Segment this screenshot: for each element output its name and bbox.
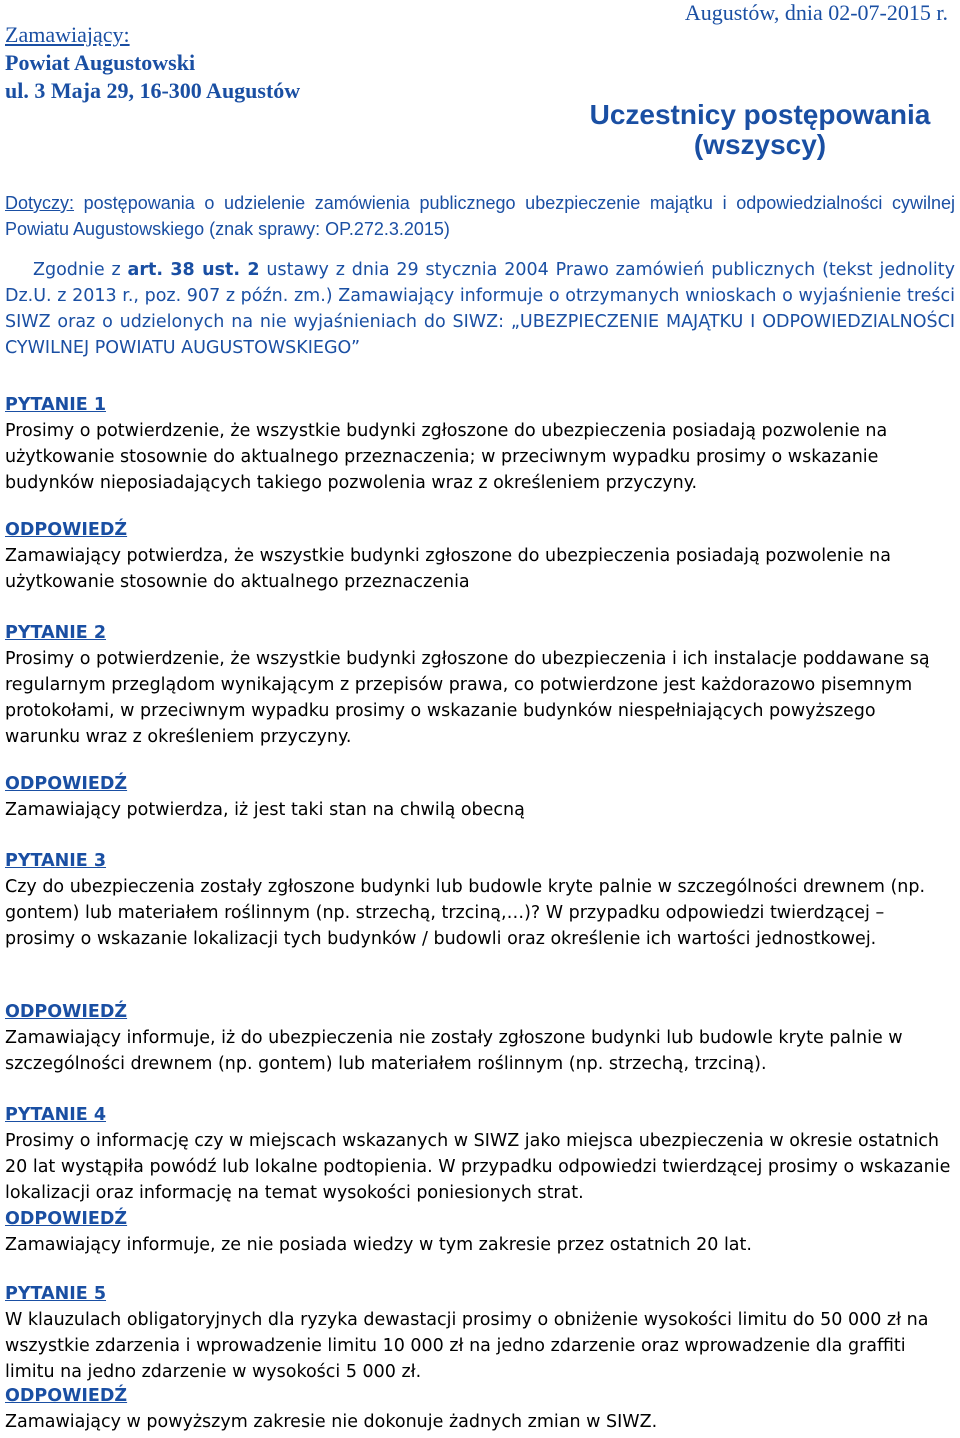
concerns-text: postępowania o udzielenie zamówienia publicznego ubezpieczenie majątku i odpowiedzialności cywilnej Powiatu Augustowskiego (znak sprawy: OP.272.3.2015) xyxy=(5,193,955,239)
answer-text: Zamawiający informuje, iż do ubezpieczenia nie zostały zgłoszone budynki lub budowle kryte palnie w szczególności drewnem (np. gontem) lub materiałem roślinnym (np. strzechą, trzciną). xyxy=(5,1028,903,1074)
ordering-party-address: ul. 3 Maja 29, 16-300 Augustów xyxy=(5,78,301,103)
answer-text: Zamawiający informuje, ze nie posiada wiedzy w tym zakresie przez ostatnich 20 lat. xyxy=(5,1235,752,1255)
question-label: PYTANIE 5 xyxy=(5,1284,107,1304)
answer-block-5 xyxy=(5,1383,955,1435)
question-text: Prosimy o potwierdzenie, że wszystkie budynki zgłoszone do ubezpieczenia i ich instalacje poddawane są regularnym przeglądom wynikającym z przepisów prawa, co potwierdzone jest każdorazowo pisemnym protokołami, w przeciwnym wypadku prosimy o wskazanie budynków niespełniających powyższego warunku wraz z określeniem przyczyny. xyxy=(5,649,930,747)
legal-text-2: ustawy z dnia 29 stycznia 2004 Prawo zamówień publicznych (tekst jednolity Dz.U. z 2013 r., poz. 907 z późn. zm.) Zamawiający informuje o otrzymanych wnioskach o wyjaśnienie treści SIWZ oraz o udzielonych na nie wyjaśnieniach do SIWZ: „UBEZPIECZENIE MAJĄTKU I ODPOWIEDZIALNOŚCI CYWILNEJ POWIATU AUGUSTOWSKIEGO” xyxy=(5,260,955,358)
question-block-5 xyxy=(5,1281,955,1385)
question-block-3 xyxy=(5,848,955,952)
question-text: W klauzulach obligatoryjnych dla ryzyka dewastacji prosimy o obniżenie wysokości limitu do 50 000 zł na wszystkie zdarzenia i wprowadzenie limitu 10 000 zł na jedno zdarzenie oraz wprowadzenie dla graffiti limitu na jedno zdarzenie w wysokości 5 000 zł. xyxy=(5,1310,929,1382)
answer-text: Zamawiający potwierdza, iż jest taki stan na chwilą obecną xyxy=(5,800,525,820)
question-label: PYTANIE 4 xyxy=(5,1105,107,1125)
question-block-1 xyxy=(5,392,955,496)
question-block-2 xyxy=(5,620,955,750)
answer-label: ODPOWIEDŹ xyxy=(5,774,128,794)
answer-text: Zamawiający w powyższym zakresie nie dokonuje żadnych zmian w SIWZ. xyxy=(5,1412,658,1432)
legal-text-1: Zgodnie z xyxy=(33,260,128,280)
answer-label: ODPOWIEDŹ xyxy=(5,520,128,540)
question-block-4 xyxy=(5,1102,955,1206)
answer-block-3 xyxy=(5,999,955,1077)
question-label: PYTANIE 3 xyxy=(5,851,107,871)
answer-label: ODPOWIEDŹ xyxy=(5,1002,128,1022)
question-text: Prosimy o informację czy w miejscach wskazanych w SIWZ jako miejsca ubezpieczenia w okresie ostatnich 20 lat wystąpiła powódź lub lokalne podtopienia. W przypadku odpowiedzi twierdzącej prosimy o wskazanie lokalizacji oraz informację na temat wysokości poniesionych strat. xyxy=(5,1131,951,1203)
question-label: PYTANIE 1 xyxy=(5,395,107,415)
legal-article: art. 38 ust. 2 xyxy=(127,260,260,280)
question-label: PYTANIE 2 xyxy=(5,623,107,643)
document-date: Augustów, dnia 02-07-2015 r. xyxy=(684,0,948,25)
legal-basis-paragraph xyxy=(5,257,955,361)
answer-text: Zamawiający potwierdza, że wszystkie budynki zgłoszone do ubezpieczenia posiadają pozwolenie na użytkowanie stosownie do aktualnego przeznaczenia xyxy=(5,546,891,592)
concerns-label: Dotyczy: xyxy=(5,193,75,213)
answer-label: ODPOWIEDŹ xyxy=(5,1386,128,1406)
answer-block-1 xyxy=(5,517,955,595)
document-title: Uczestnicy postępowania (wszyscy) xyxy=(589,99,931,160)
answer-block-4 xyxy=(5,1206,955,1258)
concerns-paragraph xyxy=(5,190,955,242)
ordering-party-name: Powiat Augustowski xyxy=(5,50,196,75)
answer-block-2 xyxy=(5,771,955,823)
ordering-party-label: Zamawiający: xyxy=(5,22,130,47)
answer-label: ODPOWIEDŹ xyxy=(5,1209,128,1229)
question-text: Czy do ubezpieczenia zostały zgłoszone budynki lub budowle kryte palnie w szczególności drewnem (np. gontem) lub materiałem roślinnym (np. strzechą, trzciną,…)? W przypadku odpowiedzi twierdzącej – prosimy o wskazanie lokalizacji tych budynków / budowli oraz określenie ich wartości jednostkowej. xyxy=(5,877,926,949)
question-text: Prosimy o potwierdzenie, że wszystkie budynki zgłoszone do ubezpieczenia posiadają pozwolenie na użytkowanie stosownie do aktualnego przeznaczenia; w przeciwnym wypadku prosimy o wskazanie budynków nieposiadających takiego pozwolenia wraz z określeniem przyczyny. xyxy=(5,421,888,493)
